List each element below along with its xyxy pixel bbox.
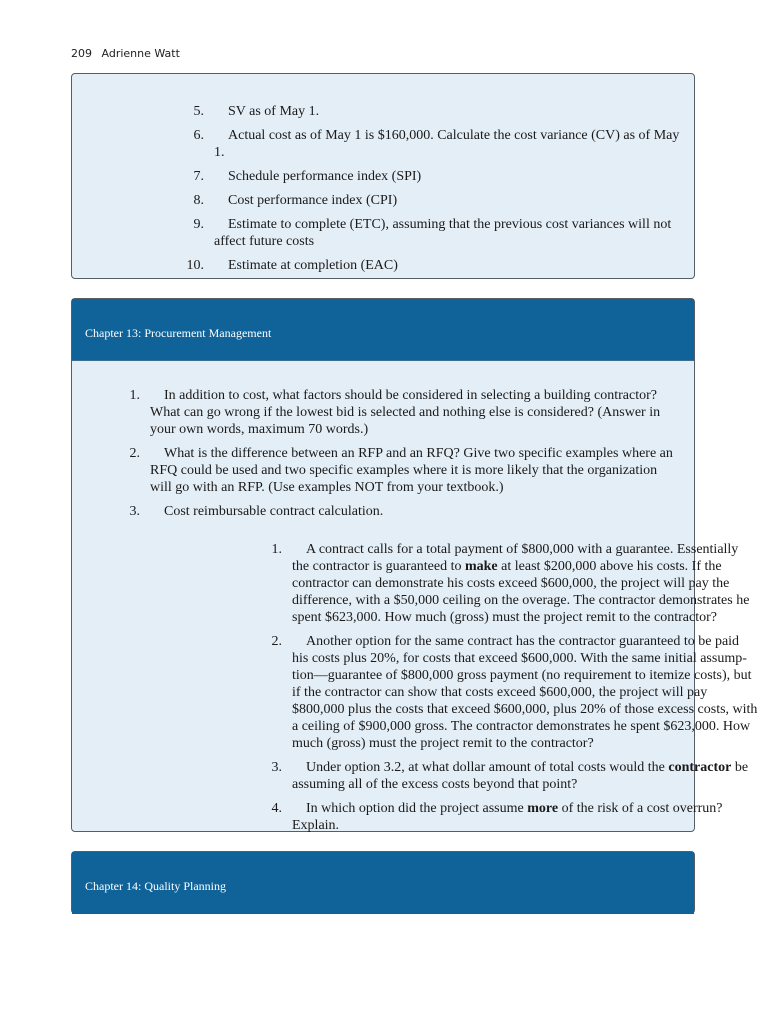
chapter-13-box	[71, 298, 758, 833]
list-item	[72, 216, 684, 250]
item-number: 4.	[271, 801, 282, 816]
running-header	[71, 47, 180, 60]
item-number: 3.	[271, 760, 282, 775]
item-number: 7.	[193, 169, 204, 184]
item-text: What is the difference between an RFP and an RFQ? Give two specific examples where an RFQ could be used and two specific examples where it is more likely that the organization will go with an RFP. (Use examples NOT from your textbook.)	[150, 446, 673, 495]
list-item	[72, 445, 682, 496]
list-item	[72, 192, 684, 209]
item-text: Cost reimbursable contract calculation.	[164, 504, 384, 519]
item-text: In addition to cost, what factors should be considered in selecting a building contractor? What can go wrong if the lowest bid is selected and nothing else is considered? (Answer in your own words, maximum 70 words.)	[150, 388, 661, 437]
item-number: 1.	[271, 542, 282, 557]
chapter-13-title: Chapter 13: Procurement Management	[72, 299, 694, 361]
chapter-14-box	[71, 851, 695, 914]
sub-list-item	[150, 759, 758, 793]
item-number: 10.	[186, 258, 204, 273]
item-number: 3.	[129, 504, 140, 519]
item-text: Another option for the same contract has the contractor guaranteed to be paid his costs plus 20%, for costs that exceed $600,000. With the same initial assump-tion—guarantee of $800,000 gross payment (no requirement to itemize costs), but if the contractor can show that costs exceed $600,000, the project will pay $800,000 plus the costs that exceed $600,000, plus 20% of those excess costs, with a ceiling of $900,000 gross. The contractor demonstrates he spent $623,000. How much (gross) must the project remit to the contractor?	[292, 634, 758, 751]
exercise-list	[72, 361, 758, 834]
list-item	[72, 103, 684, 120]
list-item	[72, 127, 684, 161]
item-number: 6.	[193, 128, 204, 143]
list-item	[72, 503, 758, 834]
item-number: 2.	[129, 446, 140, 461]
item-number: 5.	[193, 104, 204, 119]
sub-list-item	[150, 633, 758, 752]
exercise-list	[72, 103, 692, 281]
item-emphasis: contractor	[668, 760, 732, 775]
item-text: SV as of May 1.	[228, 104, 320, 119]
item-text: Estimate to complete (ETC), assuming that the previous cost variances will not affect future costs	[214, 217, 672, 249]
item-text: Cost performance index (CPI)	[228, 193, 398, 208]
item-text: of the risk of a cost overrun? Explain.	[292, 801, 723, 833]
item-text: Estimate at completion (EAC)	[228, 258, 398, 273]
item-text: Schedule performance index (SPI)	[228, 169, 422, 184]
sub-list-item	[150, 800, 758, 834]
item-text: In which option did the project assume	[306, 801, 528, 816]
item-text: be assuming all of the excess costs beyond that point?	[292, 760, 749, 792]
item-text: Actual cost as of May 1 is $160,000. Calculate the cost variance (CV) as of May 1.	[214, 128, 680, 160]
item-emphasis: make	[464, 559, 498, 574]
item-number: 2.	[271, 634, 282, 649]
item-number: 9.	[193, 217, 204, 232]
list-item	[72, 387, 682, 438]
author-name: Adrienne Watt	[101, 47, 180, 60]
item-text: at least $200,000 above his costs. If the contractor can demonstrate his costs exceed $600,000, the project will pay the difference, with a $50,000 ceiling on the overage. The contractor demonstrates he spent $623,000. How much (gross) must the project remit to the contractor?	[292, 559, 750, 625]
sub-list	[150, 541, 758, 834]
sub-list-item	[150, 541, 758, 626]
chapter-14-title: Chapter 14: Quality Planning	[72, 852, 694, 914]
list-item	[72, 168, 684, 185]
exercise-box-continued	[71, 73, 695, 279]
list-item	[72, 257, 684, 274]
page-number: 209	[71, 47, 92, 60]
item-emphasis: more	[527, 801, 559, 816]
item-text: Under option 3.2, at what dollar amount of total costs would the	[306, 760, 669, 775]
item-number: 1.	[129, 388, 140, 403]
item-text: A contract calls for a total payment of $800,000 with a guarantee. Essentially the contractor is guaranteed to	[292, 542, 739, 574]
item-number: 8.	[193, 193, 204, 208]
